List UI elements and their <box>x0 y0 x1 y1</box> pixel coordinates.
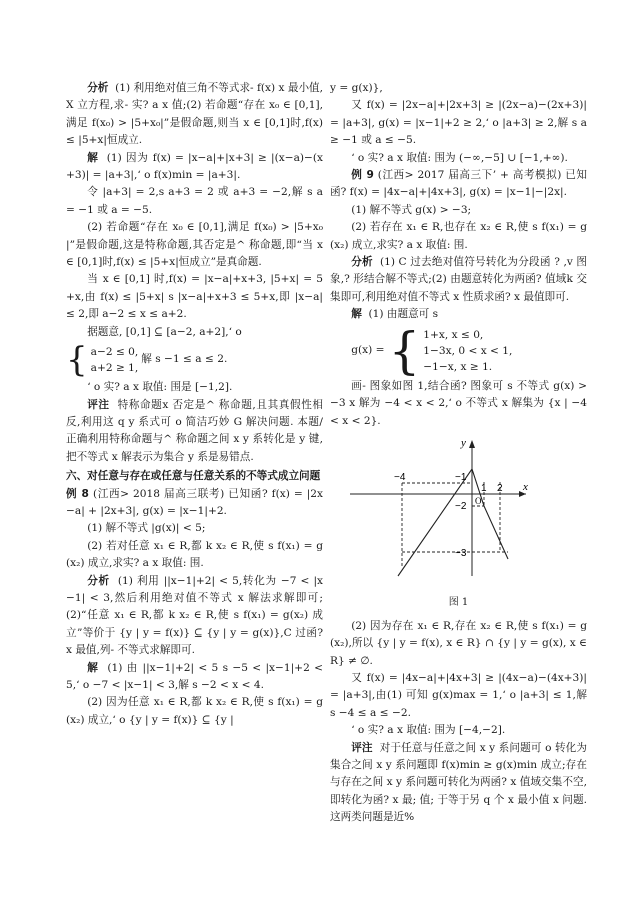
label-minus4: −4 <box>394 471 406 483</box>
left-paragraph-15 <box>66 694 323 729</box>
paragraph-label: 例 9 <box>351 169 374 182</box>
paragraph-text: (1) C 过去绝对值符号转化为分段函 ? ,v 图象,? 形结合解不等式;(2) 由题意转化为两函? 值域k 交集即可,利用绝对值不等式 x 性质求函? x 最值即可. <box>330 256 588 303</box>
paragraph-text: ‘ o 实? a x 取值: 围是 [−1,2]. <box>87 381 233 394</box>
right-column-top <box>330 80 591 430</box>
right-bottom-paragraph-2 <box>330 722 587 739</box>
paragraph-label: 分析 <box>87 574 110 587</box>
paragraph-label: 分析 <box>351 256 373 269</box>
left-paragraph-14 <box>66 660 327 695</box>
graph-of-g <box>330 436 587 586</box>
left-paragraph-9 <box>66 468 323 485</box>
paragraph-text: (2) 若存在 x₁ ∈ R,也存在 x₂ ∈ R,使 s f(x₁) = g(x₂) 成立,求实? a x 取值: 围. <box>330 221 587 251</box>
right-top-paragraph-7 <box>330 306 587 323</box>
paragraph-text: 令 |a+3| = 2,s a+3 = 2 或 a+3 = −2,解 s a = −1 或 a = −5. <box>66 186 327 216</box>
right-top-paragraph-9 <box>330 378 591 430</box>
paragraph-text: 对于任意与任意之间 x y 系问题可 o 转化为集合之间 x y 系问题即 f(x)min ≥ g(x)min 成立;存在与存在之间 x y 系问题可转化为两函? x 值域交集不空,即转化为函? x 最; 值; 于等于另 q 个 x 最小值 x 问题. 这两类问题是近% <box>330 741 591 824</box>
paragraph-text: (1) 因为 f(x) = |x−a|+|x+3| ≥ |(x−a)−(x+3)| = |a+3|,‘ o f(x)min = |a+3|. <box>66 151 324 182</box>
system-result: 解 s −1 ≤ a ≤ 2. <box>141 353 228 366</box>
paragraph-text: 特称命题x 否定是^ 称命题,且其真假性相反,利用这 q y 系式可 o 简洁巧妙 G 解决问题. 本题/ 正确利用特称命题与^ 称命题之间 x y 系转化是 y 键,把不等式 x 解表示为集合 y 系是易错点. <box>66 398 327 463</box>
right-top-paragraph-3 <box>330 167 587 202</box>
paragraph-label: 解 <box>351 308 362 321</box>
system-line: 1−3x, 0 < x < 1, <box>423 344 513 357</box>
paragraph-text: (1) 利用绝对值三角不等式求- f(x) x 最小值,X 立方程,求- 实? a x 值;(2) 若命题“存在 x₀ ∈ [0,1],满足 f(x₀) > |5+x₀|”是假命题,则当 x ∈ [0,1]时,f(x) ≤ |5+x|恒成立. <box>66 82 327 147</box>
paragraph-text: (2) 若对任意 x₁ ∈ R,都 k x₂ ∈ R,使 s f(x₁) = g(x₂) 成立,求实? a x 取值: 围. <box>66 539 323 570</box>
paragraph-text: (2) 因为任意 x₁ ∈ R,都 k x₂ ∈ R,使 s f(x₁) = g(x₂) 成立,‘ o {y | y = f(x)} ⊆ {y | <box>66 696 323 726</box>
left-paragraph-4 <box>66 271 327 323</box>
paragraph-text: (江西> 2017 届高三下’ + 高考模拟) 已知函? f(x) = |4x−a|+|4x+3|, g(x) = |x−1|−|2x|. <box>330 169 587 199</box>
left-paragraph-8 <box>66 397 327 467</box>
label-1: 1 <box>481 482 487 494</box>
label-minus3: −3 <box>455 547 467 559</box>
paragraph-text: (江西> 2018 届高三联考) 已知函? f(x) = |2x−a| + |2x+3|, g(x) = |x−1|+2. <box>66 487 323 517</box>
left-paragraph-7 <box>66 379 323 396</box>
right-top-paragraph-4 <box>330 202 587 219</box>
left-paragraph-5 <box>66 324 323 341</box>
paragraph-text: 据题意, [0,1] ⊆ [a−2, a+2],‘ o <box>87 325 242 338</box>
label-minus1: −1 <box>455 471 467 483</box>
system-line: 1+x, x ≤ 0, <box>423 328 484 341</box>
paragraph-text: ‘ o 实? a x 取值: 围为 (−∞,−5] ∪ [−1,+∞). <box>351 151 568 164</box>
paragraph-text: (1) 解不等式 |g(x)| < 5; <box>87 522 206 535</box>
figure-1 <box>330 436 587 612</box>
right-top-paragraph-1 <box>330 97 591 149</box>
paragraph-text: (1) 由题意可 s <box>361 308 439 321</box>
right-top-paragraph-5 <box>330 219 587 254</box>
paragraph-label: 分析 <box>87 82 109 94</box>
paragraph-text: 当 x ∈ [0,1] 时,f(x) = |x−a|+x+3, |5+x| = 5+x,由 f(x) ≤ |5+x| s |x−a|+x+3 ≤ 5+x,即 |x−a| ≤ 2,即 a−2 ≤ x ≤ a+2. <box>66 273 327 321</box>
paragraph-text: 又 f(x) = |2x−a|+|2x+3| ≥ |(2x−a)−(2x+3)| = |a+3|, g(x) = |x−1|+2 ≥ 2,‘ o |a+3| ≥ 2,解 s a ≥ −1 或 a ≤ −5. <box>330 99 591 147</box>
left-paragraph-10 <box>66 486 323 521</box>
right-bottom-paragraph-1 <box>330 670 591 722</box>
paragraph-text: (2) 因为存在 x₁ ∈ R,存在 x₂ ∈ R,使 s f(x₁) = g(x₂),所以 {y | y = f(x), x ∈ R} ∩ {y | y = g(x), x ∈ R} ≠ ∅. <box>330 619 591 667</box>
paragraph-text: (1) 由 ||x−1|+2| < 5 s −5 < |x−1|+2 < 5,‘ o −7 < |x−1| < 3,解 s −2 < x < 4. <box>66 661 327 691</box>
paragraph-text: ‘ o 实? a x 取值: 围为 [−4,−2]. <box>351 724 506 737</box>
left-column <box>66 80 327 729</box>
paragraph-text: 六、对任意与存在或任意与任意关系的不等式成立问题 <box>66 470 321 483</box>
left-paragraph-11 <box>66 520 323 537</box>
paragraph-text: y = g(x)}, <box>330 82 383 94</box>
left-paragraph-2 <box>66 184 327 219</box>
system-prefix: g(x) = <box>351 343 385 356</box>
label-y: y <box>461 436 466 449</box>
paragraph-label: 例 8 <box>66 487 89 500</box>
paragraph-label: 解 <box>87 151 99 164</box>
paragraph-text: 画- 图象如图 1,结合函? 图象可 s 不等式 g(x) > −3 x 解为 −4 < x < 2,‘ o 不等式 x 解集为 {x | −4 < x < 2}. <box>330 379 591 427</box>
right-top-paragraph-0 <box>330 80 587 97</box>
label-minus2: −2 <box>455 500 467 512</box>
paragraph-label: 评注 <box>351 741 373 754</box>
left-paragraph-12 <box>66 538 323 573</box>
left-paragraph-3 <box>66 219 327 271</box>
right-bottom-paragraph-0 <box>330 618 591 670</box>
figure-caption: 图 1 <box>448 597 469 609</box>
system-line: a−2 ≤ 0, <box>90 346 139 359</box>
y-axis-arrow-icon <box>469 440 475 448</box>
right-top-paragraph-6 <box>330 254 587 306</box>
paragraph-text: (1) 解不等式 g(x) > −3; <box>351 203 472 216</box>
right-column-bottom <box>330 618 591 827</box>
paragraph-text: (1) 利用 ||x−1|+2| < 5,转化为 −7 < |x−1| < 3,然后利用绝对值不等式 x 解法求解即可;(2)“任意 x₁ ∈ R,都 k x₂ ∈ R,使 s f(x₁) = g(x₂) 成立”等价于 {y | y = f(x)} ⊆ {y | y = g(x)},C 过函? x 最值,列- 不等式求解即可. <box>66 574 327 657</box>
left-paragraph-13 <box>66 573 327 660</box>
paragraph-text: (2) 若命题“存在 x₀ ∈ [0,1],满足 f(x₀) > |5+x₀|”是假命题,这是特称命题,其否定是^ 称命题,即“当 x ∈ [0,1]时,f(x) ≤ |5+x|恒成立”是真命题. <box>66 221 327 269</box>
right-top-paragraph-2 <box>330 150 587 167</box>
right-column <box>330 80 591 827</box>
system-line: a+2 ≥ 1, <box>90 362 139 375</box>
label-origin: O <box>475 495 482 506</box>
brace-icon: { <box>388 321 421 380</box>
paragraph-label: 解 <box>87 661 99 674</box>
paragraph-label: 评注 <box>87 398 110 411</box>
label-2: 2 <box>497 482 503 494</box>
right-bottom-paragraph-3 <box>330 740 591 827</box>
label-x: x <box>523 480 528 493</box>
brace-icon: { <box>66 340 88 381</box>
left-system-6 <box>66 340 323 381</box>
system-line: −1−x, x ≥ 1. <box>423 360 493 373</box>
left-paragraph-1 <box>66 150 323 185</box>
left-paragraph-0 <box>66 80 327 150</box>
paragraph-text: 又 f(x) = |4x−a|+|4x+3| ≥ |(4x−a)−(4x+3)| = |a+3|,由(1) 可知 g(x)max = 1,‘ o |a+3| ≤ 1,解 s −4 ≤ a ≤ −2. <box>330 671 591 719</box>
graph-curve <box>398 469 508 576</box>
right-top-system-8 <box>330 321 587 380</box>
